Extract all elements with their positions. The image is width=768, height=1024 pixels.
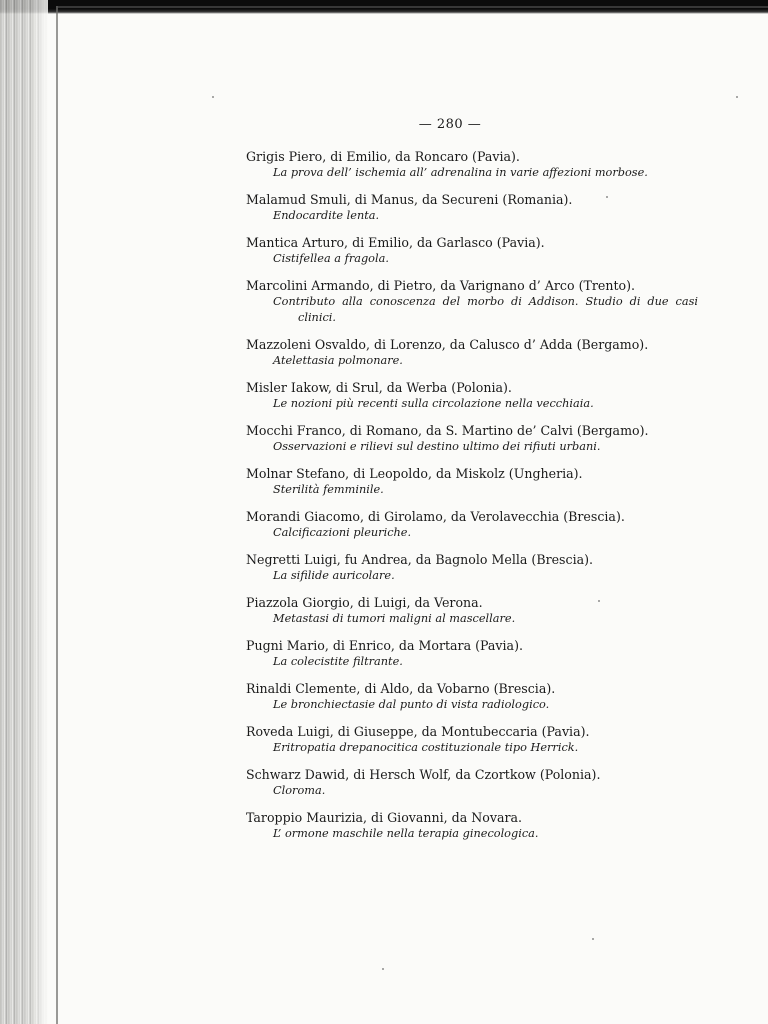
author-line: Grigis Piero, di Emilio, da Roncaro (Pavia). [246, 149, 520, 164]
thesis-title: Calcificazioni pleuriche. [273, 526, 412, 539]
thesis-title: L’ ormone maschile nella terapia ginecologica. [273, 827, 539, 840]
page-fold-line [56, 6, 58, 1024]
list-item [246, 551, 706, 584]
thesis-title: Le nozioni più recenti sulla circolazione nella vecchiaia. [273, 397, 594, 410]
thesis-title: Endocardite lenta. [273, 209, 380, 222]
author-line: Marcolini Armando, di Pietro, da Varignano d’ Arco (Trento). [246, 278, 636, 293]
author-line: Negretti Luigi, fu Andrea, da Bagnolo Mella (Brescia). [246, 552, 594, 567]
list-item [246, 723, 706, 756]
scan-left-border [0, 0, 48, 1024]
list-item [246, 680, 706, 713]
author-line: Schwarz Dawid, di Hersch Wolf, da Czortkow (Polonia). [246, 767, 601, 782]
author-line: Malamud Smuli, di Manus, da Secureni (Romania). [246, 192, 573, 207]
page-fold-line-top [56, 6, 768, 8]
thesis-title: La sifilide auricolare. [273, 569, 395, 582]
list-item [246, 594, 706, 627]
author-line: Molnar Stefano, di Leopoldo, da Miskolz (Ungheria). [246, 466, 583, 481]
author-line: Misler Iakow, di Srul, da Werba (Polonia). [246, 380, 512, 395]
thesis-title: Eritropatia drepanocitica costituzionale tipo Herrick. [273, 741, 579, 754]
author-line: Mazzoleni Osvaldo, di Lorenzo, da Calusco d’ Adda (Bergamo). [246, 337, 649, 352]
scan-speck [592, 938, 594, 940]
thesis-title: Osservazioni e rilievi sul destino ultimo dei rifiuti urbani. [273, 440, 601, 453]
author-line: Mocchi Franco, di Romano, da S. Martino de’ Calvi (Bergamo). [246, 423, 649, 438]
list-item [246, 637, 706, 670]
page-number: — 280 — [418, 117, 482, 132]
thesis-title: Cistifellea a fragola. [273, 252, 389, 265]
thesis-list [246, 148, 706, 852]
list-item [246, 422, 706, 455]
thesis-title: Contributo alla conoscenza del morbo di Addison. Studio di due casi clinici. [273, 295, 698, 324]
thesis-title: Atelettasia polmonare. [273, 354, 403, 367]
author-line: Pugni Mario, di Enrico, da Mortara (Pavia). [246, 638, 523, 653]
thesis-title: La colecistite filtrante. [273, 655, 403, 668]
author-line: Mantica Arturo, di Emilio, da Garlasco (Pavia). [246, 235, 545, 250]
list-item [246, 191, 706, 224]
list-item [246, 336, 706, 369]
thesis-title: Metastasi di tumori maligni al mascellare. [273, 612, 516, 625]
thesis-title: Le bronchiectasie dal punto di vista radiologico. [273, 698, 550, 711]
thesis-title: La prova dell’ ischemia all’ adrenalina in varie affezioni morbose. [273, 166, 648, 179]
thesis-title: Cloroma. [273, 784, 326, 797]
list-item [246, 465, 706, 498]
scan-speck [382, 968, 384, 970]
list-item [246, 148, 706, 181]
author-line: Rinaldi Clemente, di Aldo, da Vobarno (Brescia). [246, 681, 556, 696]
scan-speck [212, 96, 214, 98]
scan-speck [736, 96, 738, 98]
list-item [246, 809, 706, 842]
author-line: Taroppio Maurizia, di Giovanni, da Novara. [246, 810, 522, 825]
thesis-title: Sterilità femminile. [273, 483, 384, 496]
author-line: Morandi Giacomo, di Girolamo, da Verolavecchia (Brescia). [246, 509, 625, 524]
list-item [246, 379, 706, 412]
list-item [246, 234, 706, 267]
list-item [246, 766, 706, 799]
author-line: Roveda Luigi, di Giuseppe, da Montubeccaria (Pavia). [246, 724, 590, 739]
author-line: Piazzola Giorgio, di Luigi, da Verona. [246, 595, 483, 610]
list-item [246, 508, 706, 541]
list-item [246, 277, 706, 326]
